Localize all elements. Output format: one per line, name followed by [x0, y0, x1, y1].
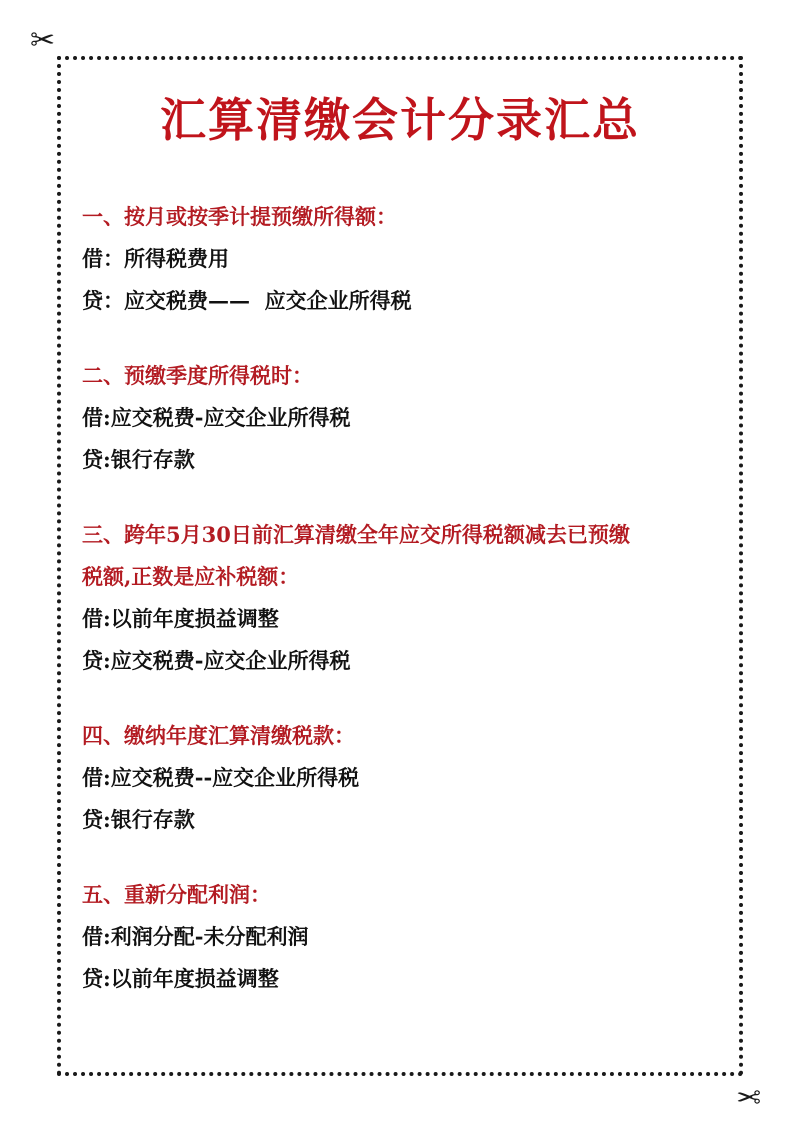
debit-line: 借:利润分配-未分配利润 [82, 924, 309, 949]
section-4 [82, 715, 732, 841]
section-heading: 二、预缴季度所得税时： [82, 363, 313, 388]
scissors-icon: ✂ [736, 1078, 762, 1113]
document-body [82, 196, 732, 1033]
section-heading: 一、按月或按季计提预缴所得额： [82, 204, 397, 229]
section-1 [82, 196, 732, 322]
section-5 [82, 874, 732, 1000]
credit-line: 贷:银行存款 [82, 807, 195, 832]
debit-line: 借：所得税费用 [82, 246, 229, 271]
credit-line: 贷:以前年度损益调整 [82, 966, 279, 991]
section-heading-continued: 税额,正数是应补税额： [82, 564, 300, 589]
credit-line: 贷：应交税费—— 应交企业所得税 [82, 288, 412, 313]
credit-line: 贷:银行存款 [82, 447, 195, 472]
debit-line: 借:以前年度损益调整 [82, 606, 279, 631]
section-heading: 五、重新分配利润： [82, 882, 271, 907]
section-heading: 三、跨年5月30日前汇算清缴全年应交所得税额减去已预缴 [82, 522, 630, 547]
debit-line: 借:应交税费-应交企业所得税 [82, 405, 351, 430]
page-title: 汇算清缴会计分录汇总 [160, 93, 640, 147]
section-2 [82, 355, 732, 481]
section-heading: 四、缴纳年度汇算清缴税款： [82, 723, 355, 748]
credit-line: 贷:应交税费-应交企业所得税 [82, 648, 351, 673]
scissors-icon: ✂ [30, 23, 56, 58]
debit-line: 借:应交税费--应交企业所得税 [82, 765, 360, 790]
section-3 [82, 514, 732, 682]
